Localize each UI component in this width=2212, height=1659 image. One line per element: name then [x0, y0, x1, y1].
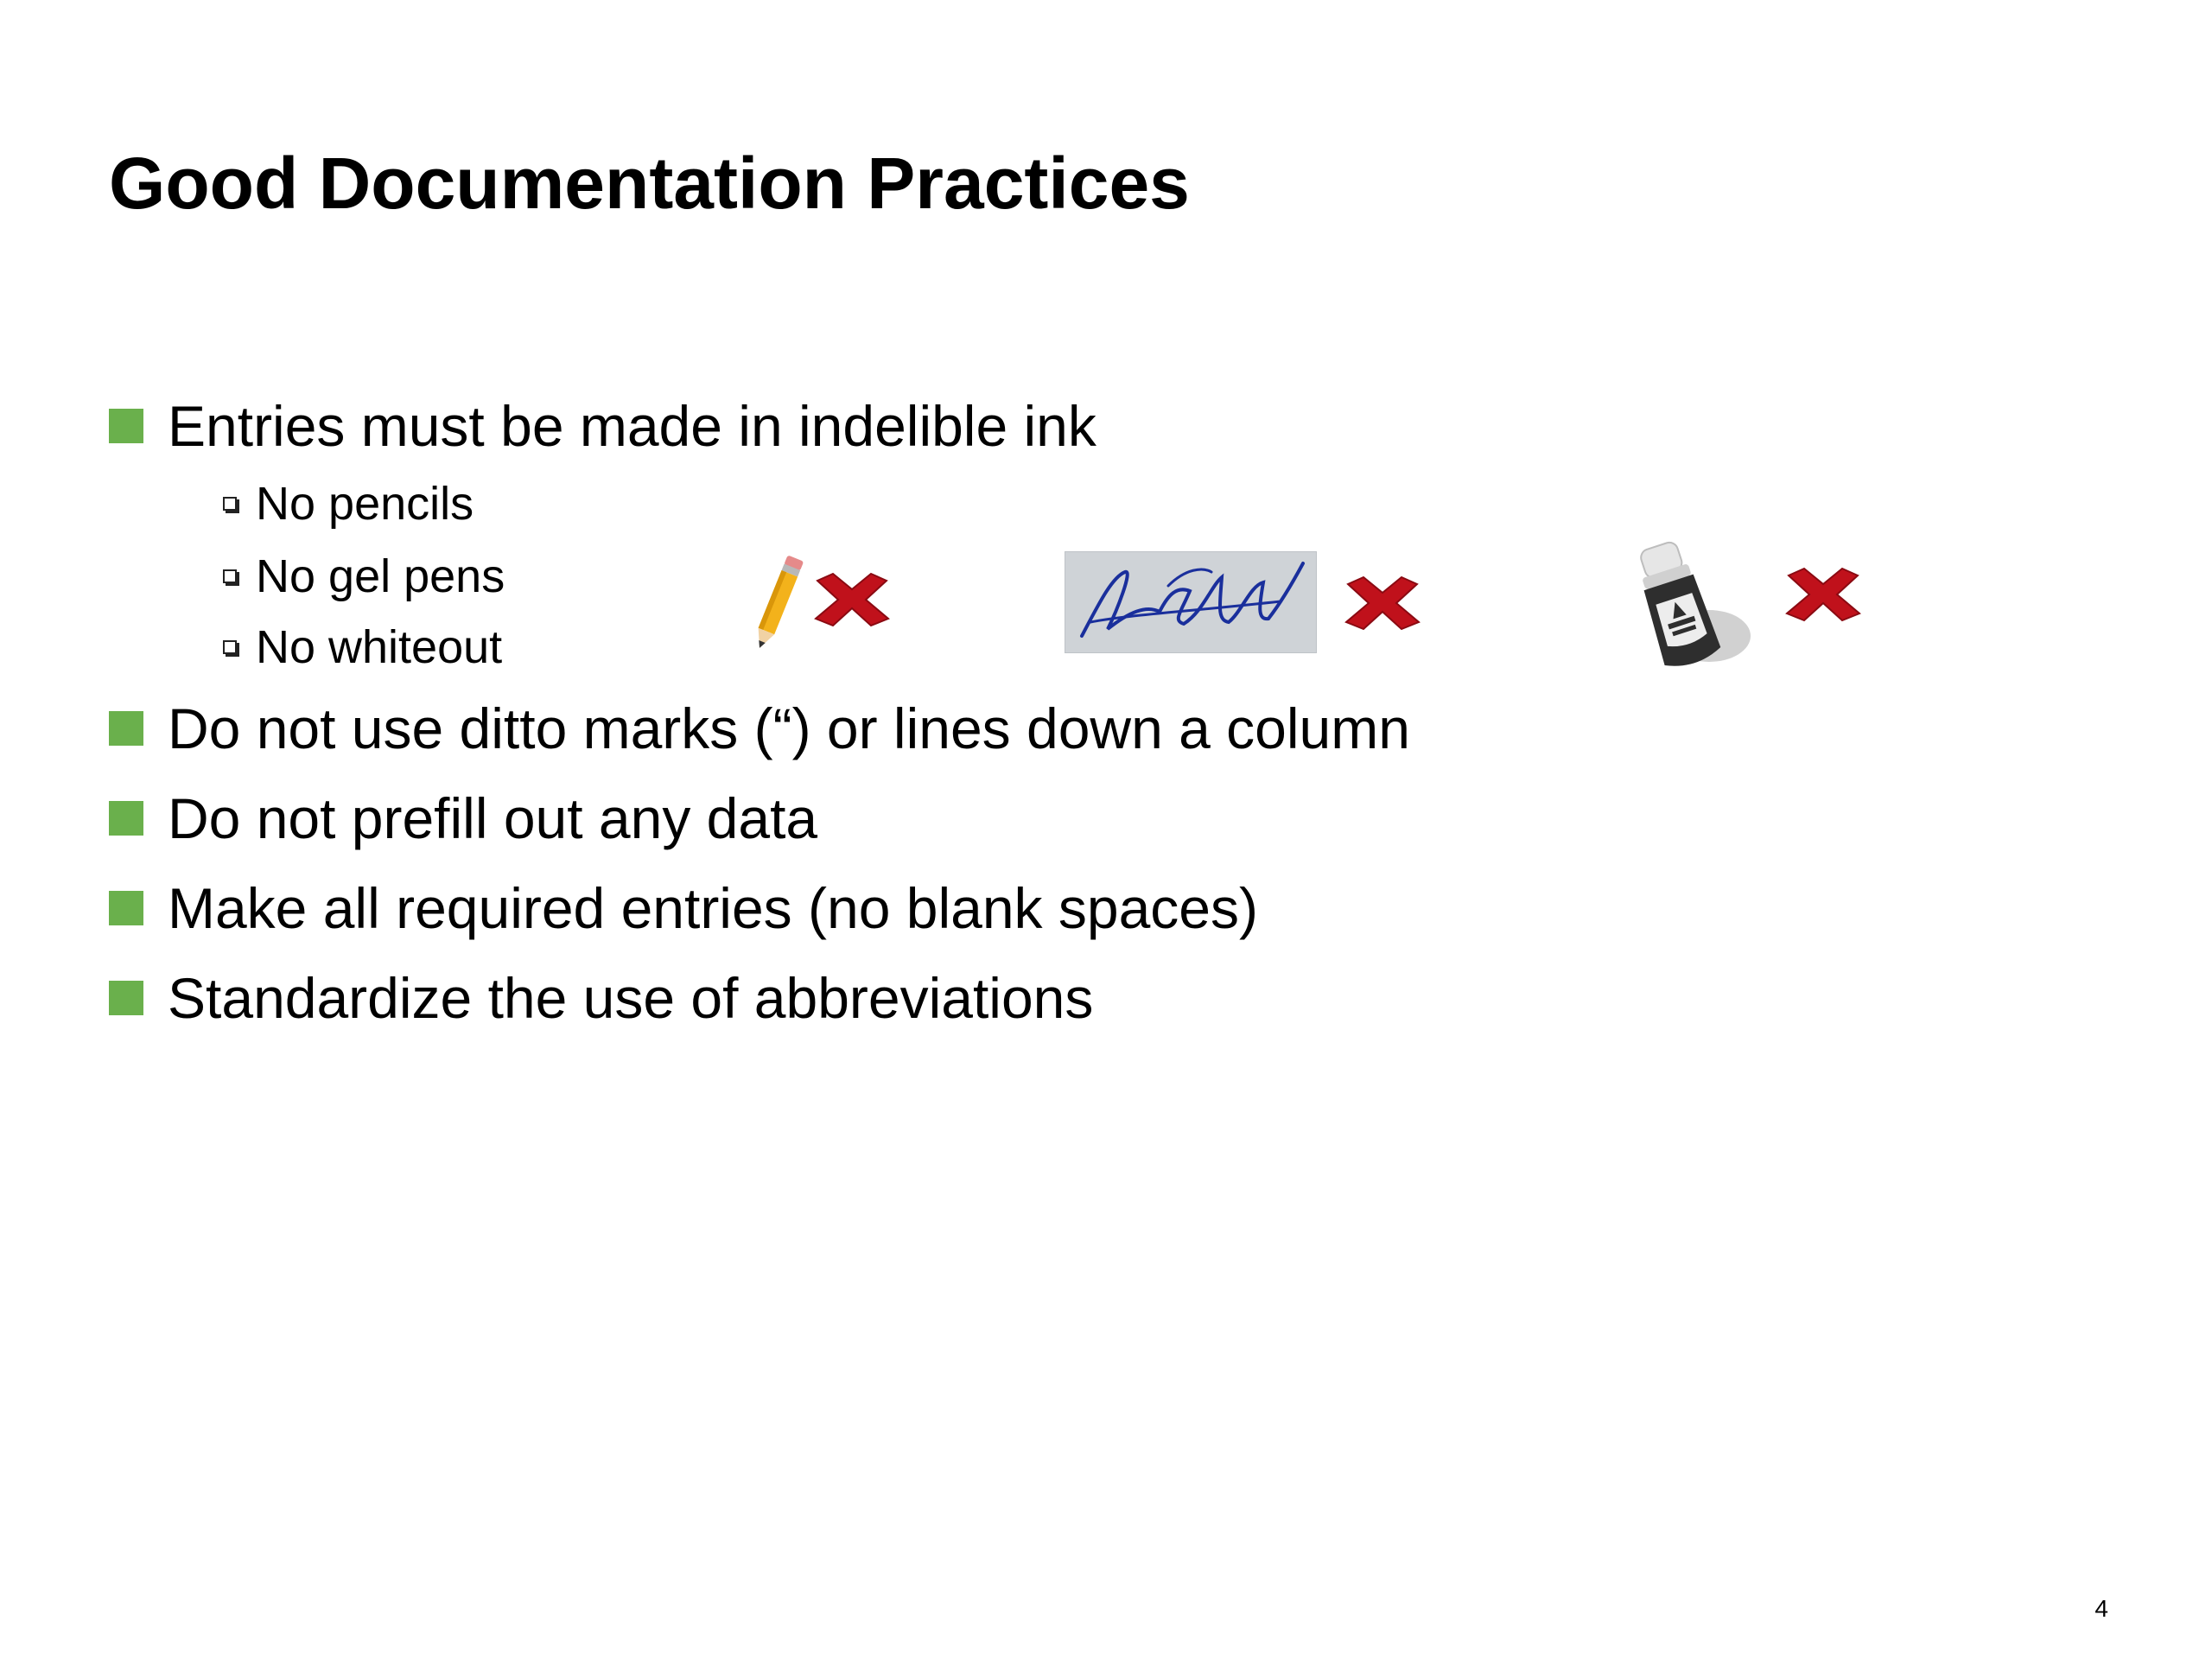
bullet-square-icon: [109, 981, 143, 1015]
checkbox-bullet-icon: [223, 640, 237, 654]
page-number: 4: [2094, 1595, 2108, 1622]
sub-bullet-text: No pencils: [256, 478, 474, 530]
bullet-text: Do not prefill out any data: [168, 786, 818, 850]
checkbox-bullet-icon: [223, 569, 237, 583]
bullet-square-icon: [109, 801, 143, 836]
sub-bullet-item: [223, 478, 474, 530]
bullet-item: [109, 394, 1096, 458]
sub-bullet-text: No whiteout: [256, 621, 503, 673]
red-x-icon: [1341, 574, 1424, 632]
bullet-text: Do not use ditto marks (“) or lines down a column: [168, 696, 1410, 760]
red-x-icon: [810, 570, 893, 629]
pencil-icon: [734, 550, 821, 657]
bullet-text: Standardize the use of abbreviations: [168, 966, 1094, 1030]
bullet-item: [109, 786, 818, 850]
sub-bullet-text: No gel pens: [256, 550, 505, 602]
sub-bullet-item: [223, 550, 505, 602]
red-x-icon: [1782, 565, 1865, 624]
bullet-text: Make all required entries (no blank spaces): [168, 876, 1258, 940]
bullet-square-icon: [109, 711, 143, 746]
bullet-square-icon: [109, 409, 143, 443]
sub-bullet-item: [223, 621, 503, 673]
bullet-item: [109, 696, 1410, 760]
gel-pen-signature-image: [1065, 551, 1317, 653]
checkbox-bullet-icon: [223, 497, 237, 511]
slide-title: Good Documentation Practices: [109, 143, 1190, 224]
bullet-text: Entries must be made in indelible ink: [168, 394, 1096, 458]
bullet-item: [109, 966, 1094, 1030]
whiteout-bottle-icon: [1631, 536, 1770, 674]
bullet-square-icon: [109, 891, 143, 925]
bullet-item: [109, 876, 1258, 940]
